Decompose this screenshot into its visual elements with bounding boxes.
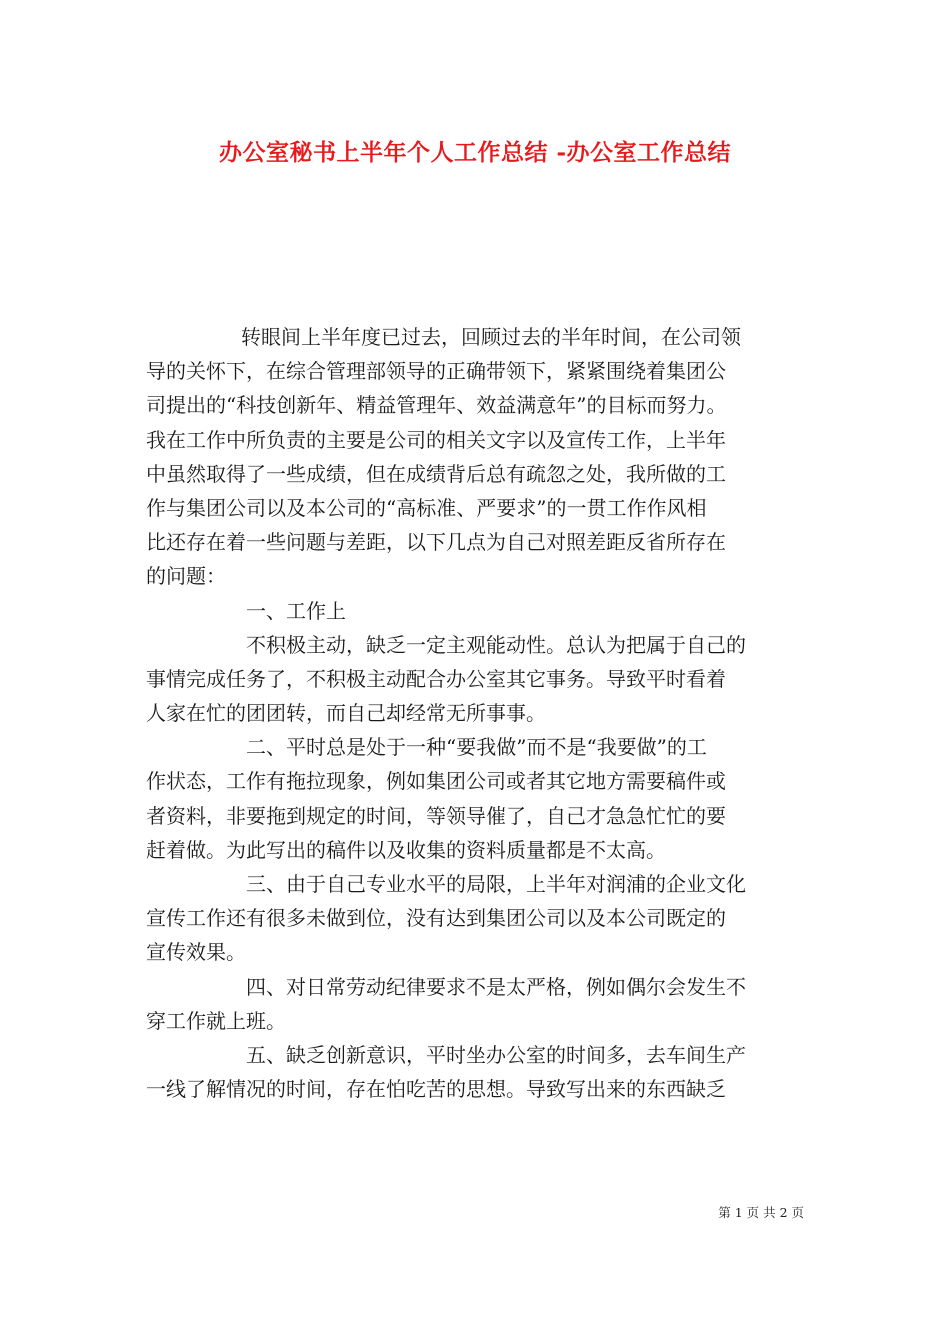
body-line: 司提出的“科技创新年、精益管理年、效益满意年”的目标而努力。 xyxy=(146,393,727,418)
body-line: 穿工作就上班。 xyxy=(146,1008,286,1033)
body-line: 作与集团公司以及本公司的“高标准、严要求”的一贯工作作风相 xyxy=(146,495,707,520)
document-title: 办公室秘书上半年个人工作总结 -办公室工作总结 xyxy=(218,139,732,166)
body-line: 宣传工作还有很多未做到位，没有达到集团公司以及本公司既定的 xyxy=(146,906,726,931)
body-line: 一线了解情况的时间，存在怕吃苦的思想。导致写出来的东西缺乏 xyxy=(146,1077,726,1102)
document-body xyxy=(146,320,810,1106)
page-footer: 第 1 页 共 2 页 xyxy=(718,1205,804,1220)
body-line: 三、由于自己专业水平的局限，上半年对润浦的企业文化 xyxy=(246,872,746,896)
body-line: 四、对日常劳动纪律要求不是太严格，例如偶尔会发生不 xyxy=(246,974,746,999)
body-line: 的问题： xyxy=(146,564,226,589)
body-line: 不积极主动，缺乏一定主观能动性。总认为把属于自己的 xyxy=(246,632,746,657)
body-line: 中虽然取得了一些成绩，但在成绩背后总有疏忽之处，我所做的工 xyxy=(146,461,726,486)
body-line: 人家在忙的团团转，而自己却经常无所事事。 xyxy=(146,701,546,726)
body-line: 赶着做。为此写出的稿件以及收集的资料质量都是不太高。 xyxy=(146,837,666,862)
body-line: 事情完成任务了，不积极主动配合办公室其它事务。导致平时看着 xyxy=(146,666,726,691)
body-line: 宣传效果。 xyxy=(146,940,246,965)
body-line: 五、缺乏创新意识，平时坐办公室的时间多，去车间生产 xyxy=(246,1042,746,1067)
body-line: 作状态，工作有拖拉现象，例如集团公司或者其它地方需要稿件或 xyxy=(146,769,726,794)
body-line: 二、平时总是处于一种“要我做”而不是“我要做”的工 xyxy=(246,735,707,760)
body-line: 一、工作上 xyxy=(246,598,346,623)
body-line: 我在工作中所负责的主要是公司的相关文字以及宣传工作，上半年 xyxy=(146,427,726,452)
body-line: 转眼间上半年度已过去，回顾过去的半年时间，在公司领 xyxy=(241,325,741,349)
body-line: 比还存在着一些问题与差距，以下几点为自己对照差距反省所存在 xyxy=(146,530,726,555)
body-line: 导的关怀下，在综合管理部领导的正确带领下，紧紧围绕着集团公 xyxy=(146,359,726,384)
body-line: 者资料，非要拖到规定的时间，等领导催了，自己才急急忙忙的要 xyxy=(146,803,726,828)
